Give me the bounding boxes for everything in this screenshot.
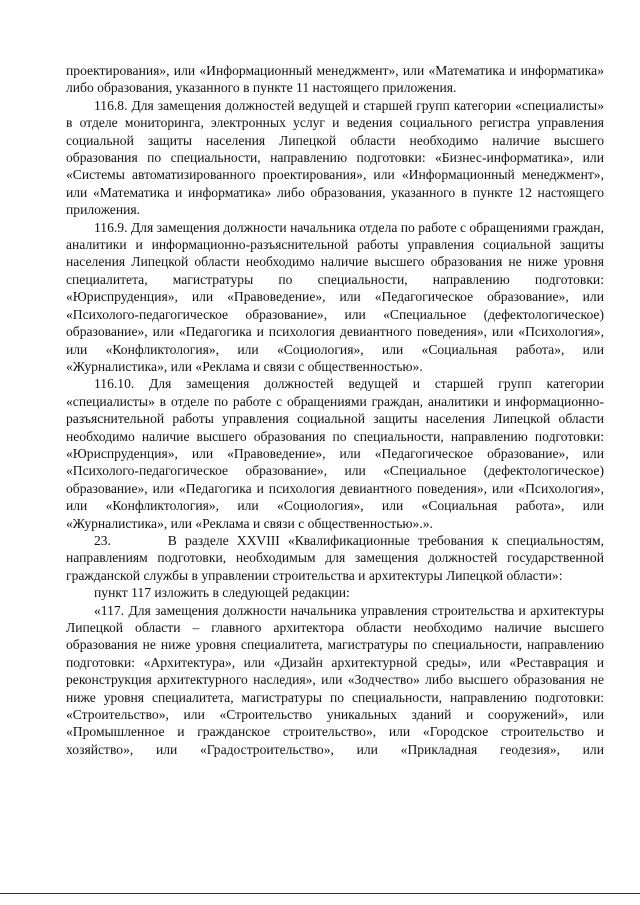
paragraph-continuation: проектирования», или «Информационный менеджмент», или «Математика и информатика» либо образования, указанного в пункте 11 настоящего приложения. xyxy=(66,63,604,96)
paragraph-116-9: 116.9. Для замещения должности начальника отдела по работе с обращениями граждан, аналитики и информационно-разъяснительной работы управления социальной защиты населения Липецкой области необходимо наличие высшего образования не ниже уровня специалитета, магистратуры по специальности, направлению подготовки: «Юриспруденция», или «Правоведение», или «Педагогическое образование», или «Психолого-педагогическое образование», или «Специальное (дефектологическое) образование», или «Педагогика и психология девиантного поведения», или «Психология», или «Конфликтология», или «Социология», или «Социальная работа», или «Журналистика», или «Реклама и связи с общественностью». xyxy=(66,219,604,374)
document-page xyxy=(66,62,608,758)
paragraph-116-10: 116.10. Для замещения должностей ведущей и старшей групп категории «специалисты» в отделе по работе с обращениями граждан, аналитики и информационно-разъяснительной работы управления социальной защиты населения Липецкой области необходимо наличие высшего образования по специальности, направлению подготовки: «Юриспруденция», или «Правоведение», или «Педагогическое образование», или «Психолого-педагогическое образование», или «Специальное (дефектологическое) образование», или «Педагогика и психология девиантного поведения», или «Психология», или «Конфликтология», или «Социология», или «Социальная работа», или «Журналистика», или «Реклама и связи с общественностью».». xyxy=(66,376,604,531)
paragraph-23: 23. В разделе XXVIII «Квалификационные требования к специальностям, направлениям подготовки, необходимым для замещения должностей государственной гражданской службы в управлении строительства и архитектуры Липецкой области»: xyxy=(66,532,608,583)
paragraph-116-8: 116.8. Для замещения должностей ведущей и старшей групп категории «специалисты» в отделе мониторинга, электронных услуг и ведения социального регистра управления социальной защиты населения Липецкой области необходимо наличие высшего образования по специальности, направлению подготовки: «Бизнес-информатика», или «Системы автоматизированного проектирования», или «Информационный менеджмент», или «Математика и информатика» либо образования, указанного в пункте 12 настоящего приложения. xyxy=(66,97,604,218)
paragraph-item-117-intro: пункт 117 изложить в следующей редакции: xyxy=(94,585,350,601)
paragraph-117: «117. Для замещения должности начальника управления строительства и архитектуры Липецкой области – главного архитектора области необходимо наличие высшего образования не ниже уровня специалитета, магистратуры по специальности, направлению подготовки: «Архитектура», или «Дизайн архитектурной среды», или «Реставрация и реконструкция архитектурного наследия», или «Зодчество» либо высшего образования не ниже уровня специалитета, магистратуры по специальности, направлению подготовки: «Строительство», или «Строительство уникальных зданий и сооружений», или «Промышленное и гражданское строительство», или «Городское строительство и хозяйство», или «Градостроительство», или «Прикладная геодезия», или xyxy=(66,602,604,757)
page-bottom-rule xyxy=(0,893,640,894)
